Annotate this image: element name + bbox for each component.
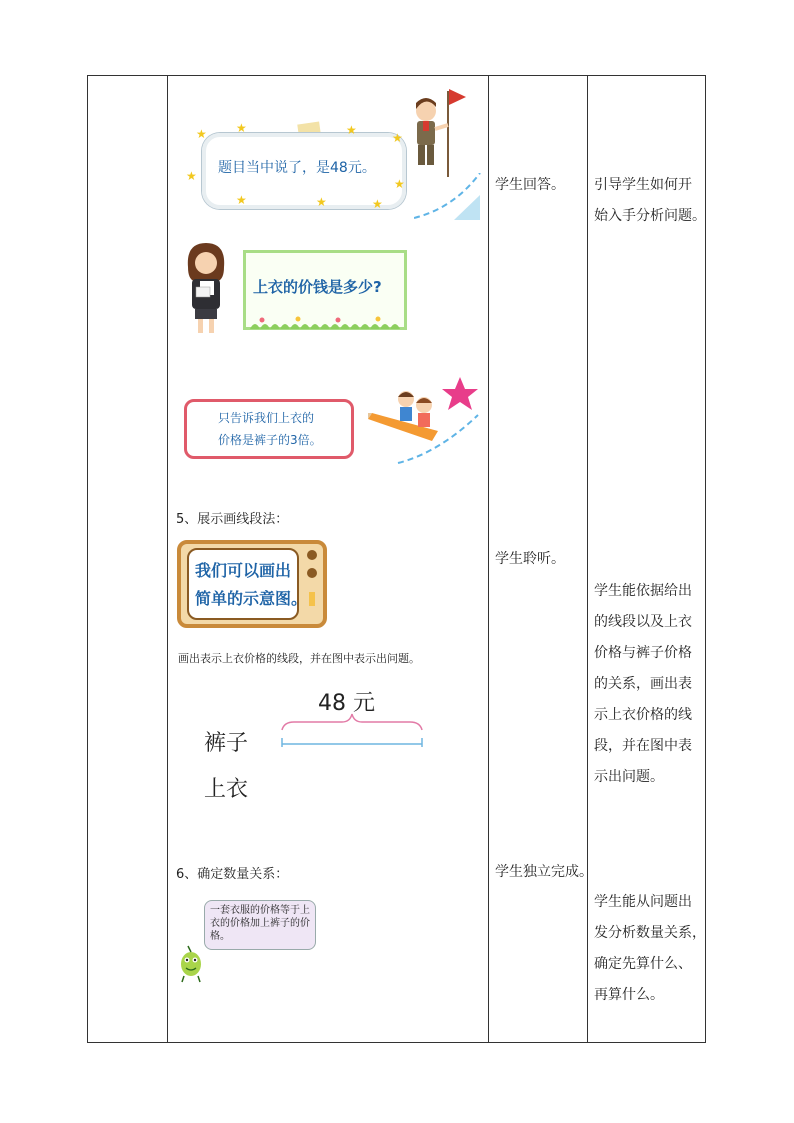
hint-card [184, 399, 354, 459]
star-icon: ★ [236, 193, 247, 207]
card-line-1: 只告诉我们上衣的 [218, 411, 315, 425]
intent-block-2 [594, 576, 692, 793]
intent-line: 学生能依据给出 [594, 583, 692, 599]
star-icon: ★ [316, 195, 327, 209]
teacher-icon [178, 237, 234, 337]
intent-block-3 [594, 887, 706, 1011]
step6-heading: 6、确定数量关系： [176, 867, 289, 882]
intent-line: 段，并在图中表 [594, 738, 692, 754]
column-divider [488, 75, 489, 1043]
top-label: 上衣 [204, 777, 249, 802]
intent-line: 再算什么。 [594, 987, 664, 1003]
step5-heading: 5、展示画线段法： [176, 512, 289, 527]
star-icon: ★ [196, 127, 207, 141]
speech-text: 一套衣服的价格等于上衣的价格加上裤子的价格。 [210, 905, 310, 942]
card-line-2: 价格是裤子的3倍。 [218, 433, 322, 447]
student-independent: 学生独立完成。 [495, 864, 593, 880]
intent-line: 示上衣价格的线 [594, 707, 692, 723]
intent-line: 确定先算什么、 [594, 956, 692, 972]
teacher-sign-illustration [176, 235, 416, 340]
column-divider [587, 75, 588, 1043]
star-icon: ★ [372, 197, 383, 211]
tv-illustration [177, 538, 327, 628]
bubble-text: 题目当中说了，是48元。 [218, 160, 376, 176]
star-icon: ★ [392, 131, 403, 145]
tv-line-2: 简单的示意图。 [195, 589, 308, 608]
green-mascot-icon [176, 944, 206, 984]
pants-label: 裤子 [204, 731, 249, 756]
star-icon: ★ [236, 121, 247, 135]
card-illustration [178, 375, 481, 467]
sign-text: 上衣的价钱是多少? [253, 278, 382, 296]
tv-knob-icon [307, 568, 317, 578]
bubble-illustration [176, 85, 481, 220]
intent-line: 的关系，画出表 [594, 676, 692, 692]
intent-block-1 [594, 170, 706, 232]
tv-line-1: 我们可以画出 [195, 561, 292, 580]
tv-knob-icon [307, 550, 317, 560]
student-answer: 学生回答。 [495, 177, 565, 193]
student-listen: 学生聆听。 [495, 551, 565, 567]
column-divider [167, 75, 168, 1043]
intent-line: 学生能从问题出 [594, 894, 692, 910]
boy-with-flag-icon [408, 85, 468, 180]
tv-speaker-icon [309, 592, 315, 606]
intent-line: 示出问题。 [594, 769, 664, 785]
intent-line: 引导学生如何开 [594, 177, 692, 193]
total-label: 48 元 [318, 691, 375, 716]
star-icon: ★ [346, 123, 357, 137]
kids-on-pencil-icon [368, 375, 480, 465]
segment-diagram [280, 712, 425, 752]
intent-line: 价格与裤子价格 [594, 645, 692, 661]
intent-line: 发分析数量关系， [594, 925, 706, 941]
corner-stripes-decoration [414, 173, 481, 220]
star-icon: ★ [186, 169, 197, 183]
intent-line: 始入手分析问题。 [594, 208, 706, 224]
instruction-text: 画出表示上衣价格的线段，并在图中表示出问题。 [178, 652, 420, 665]
intent-line: 的线段以及上衣 [594, 614, 692, 630]
star-icon: ★ [394, 177, 405, 191]
grass-flowers-decoration [250, 315, 400, 329]
